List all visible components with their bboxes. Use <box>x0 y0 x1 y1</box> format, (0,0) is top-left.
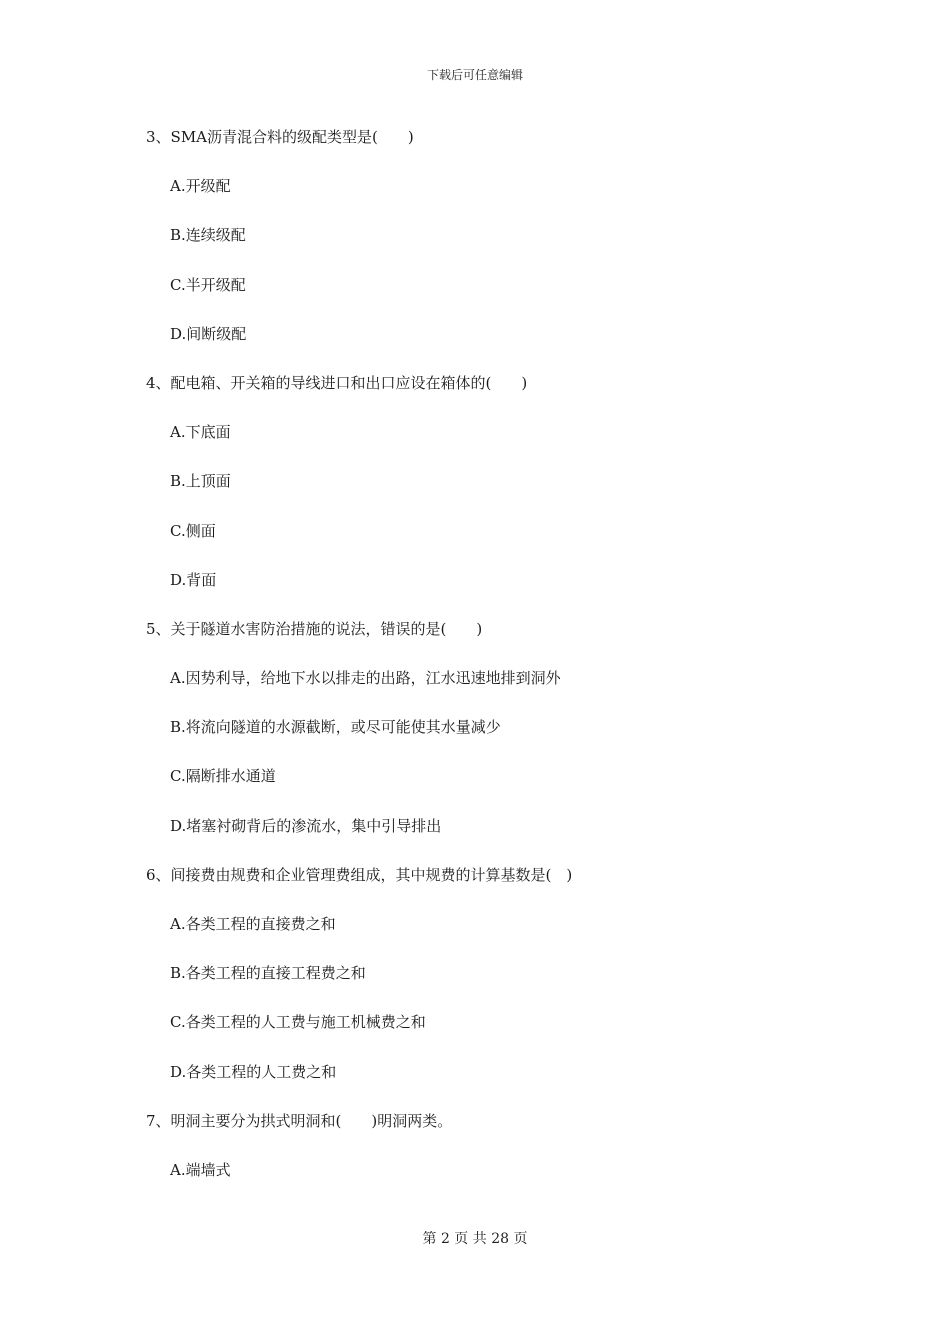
question-5-option-a: A.因势利导，给地下水以排走的出路，江水迅速地排到洞外 <box>170 669 561 688</box>
question-4-stem: 4、配电箱、开关箱的导线进口和出口应设在箱体的( ) <box>146 373 528 392</box>
question-7-option-a: A.端墙式 <box>170 1160 231 1179</box>
question-4-option-b: B.上顶面 <box>170 472 231 491</box>
question-3-option-d: D.间断级配 <box>170 324 247 343</box>
question-4-option-a: A.下底面 <box>170 423 231 442</box>
question-3-stem: 3、SMA沥青混合料的级配类型是( ) <box>146 128 414 146</box>
question-3-option-c: C.半开级配 <box>170 275 246 294</box>
question-5-option-d: D.堵塞衬砌背后的渗流水，集中引导排出 <box>170 816 442 835</box>
question-list <box>0 124 950 1206</box>
question-3-option-a: A.开级配 <box>170 177 231 196</box>
question-4-option-c: C.侧面 <box>170 521 216 540</box>
page-footer: 第 2 页 共 28 页 <box>422 1231 528 1247</box>
question-5-option-c: C.隔断排水通道 <box>170 767 276 786</box>
page-header: 下载后可任意编辑 <box>426 68 523 82</box>
question-6-stem: 6、间接费由规费和企业管理费组成，其中规费的计算基数是( ) <box>146 865 573 884</box>
question-6-option-c: C.各类工程的人工费与施工机械费之和 <box>170 1013 426 1032</box>
question-6-option-d: D.各类工程的人工费之和 <box>170 1062 337 1081</box>
question-5-option-b: B.将流向隧道的水源截断，或尽可能使其水量减少 <box>170 718 501 737</box>
question-7-stem: 7、明洞主要分为拱式明洞和( )明洞两类。 <box>146 1111 453 1130</box>
question-6-option-b: B.各类工程的直接工程费之和 <box>170 964 366 983</box>
question-5-stem: 5、关于隧道水害防治措施的说法，错误的是( ) <box>146 619 483 638</box>
question-3-option-b: B.连续级配 <box>170 226 246 245</box>
question-4-option-d: D.背面 <box>170 570 217 589</box>
question-6-option-a: A.各类工程的直接费之和 <box>170 915 336 933</box>
